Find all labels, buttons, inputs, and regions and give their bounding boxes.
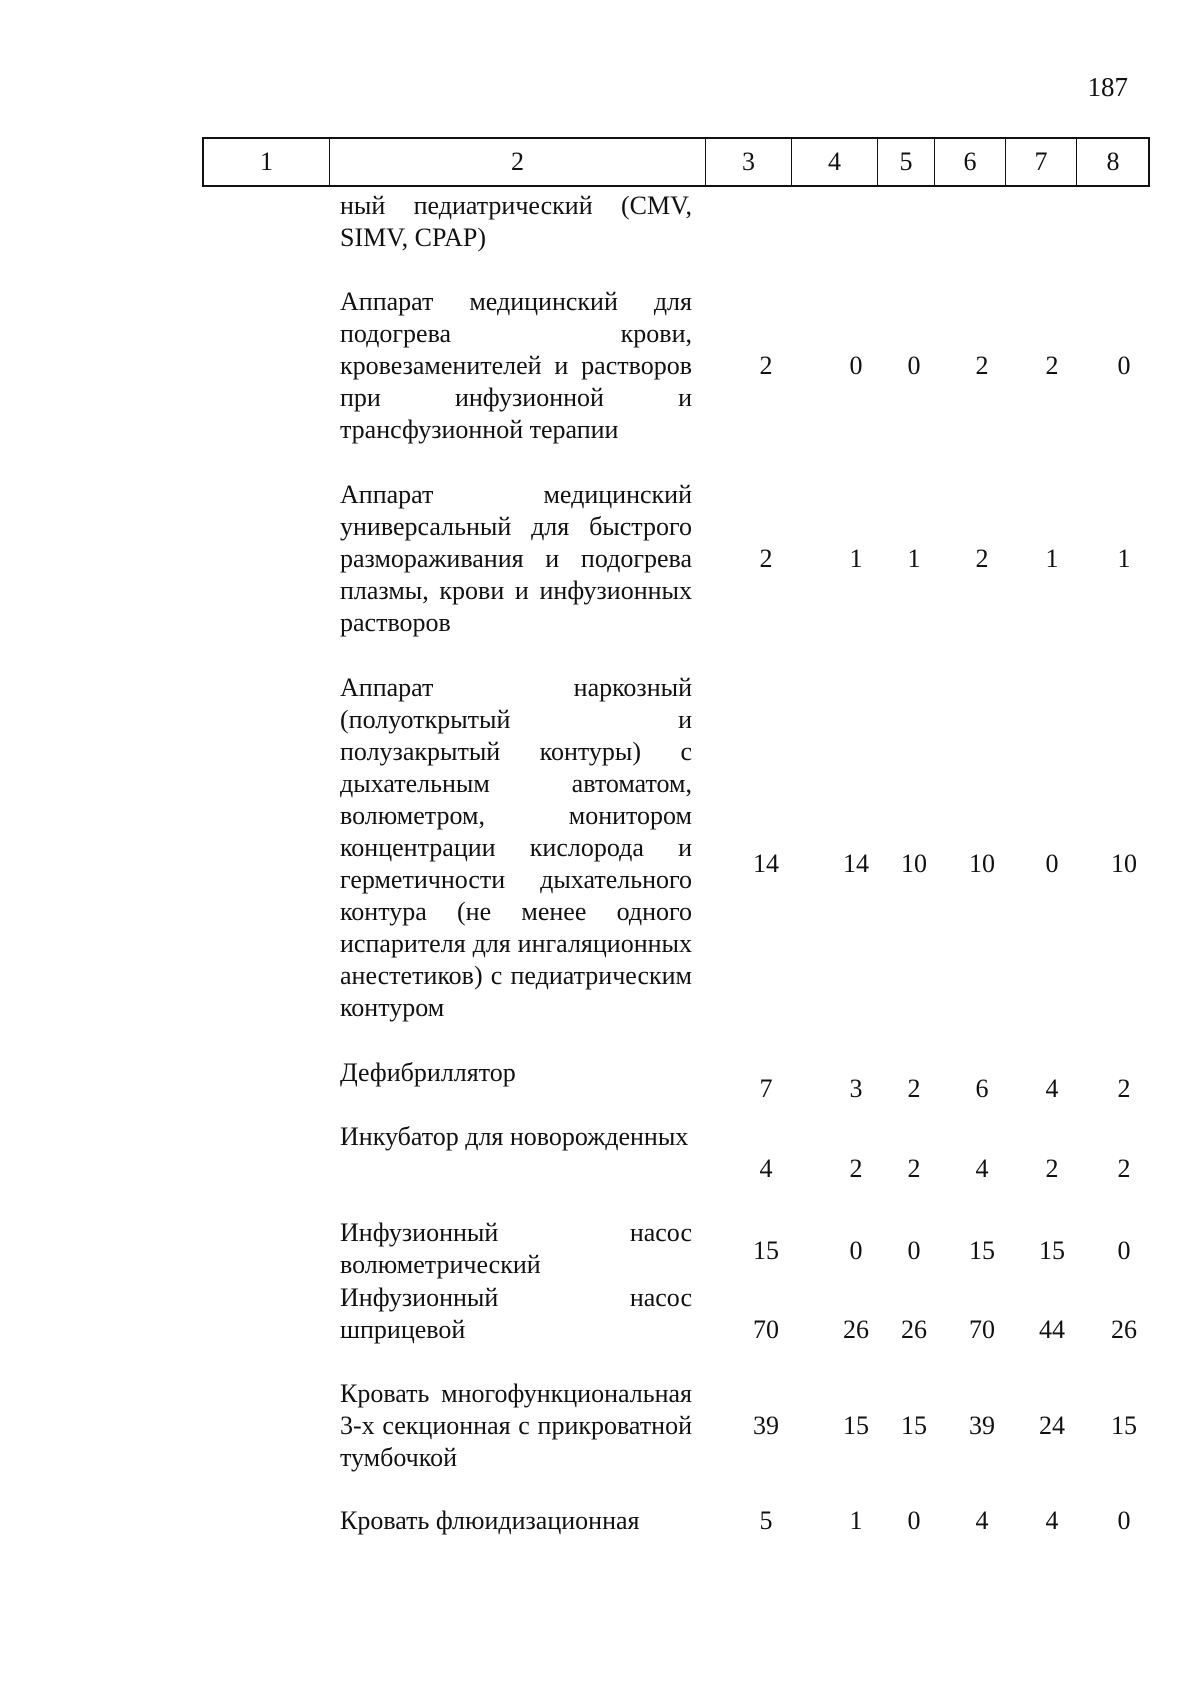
item-description: Аппарат медицинский для подогрева крови, кровезаменителей и растворов при инфузионной и трансфузионной терапии [340,287,692,444]
value-col-7: 4 [1045,1074,1059,1103]
value-col-7: 4 [1045,1506,1059,1535]
value-col-4: 0 [849,351,863,380]
item-description: Инфузионный насос волюметрический [340,1218,692,1279]
value-col-7: 24 [1039,1411,1065,1440]
value-col-4: 0 [849,1236,863,1265]
item-description: Дефибриллятор [340,1058,516,1087]
page-number: 187 [1087,72,1128,102]
value-col-5: 15 [901,1411,927,1440]
value-col-6: 4 [975,1506,989,1535]
value-col-3: 39 [753,1411,779,1440]
header-col-3: 3 [706,139,792,185]
value-col-3: 14 [753,849,779,878]
value-col-5: 0 [907,1236,921,1265]
value-col-5: 2 [907,1074,921,1103]
item-description: Кровать флюидизационная [340,1506,640,1535]
value-col-8: 2 [1117,1074,1131,1103]
header-col-2: 2 [330,139,706,185]
value-col-3: 7 [759,1074,773,1103]
value-col-4: 14 [843,849,869,878]
value-col-6: 4 [975,1154,989,1183]
item-description: Кровать многофункциональная 3-х секционная с прикроватной тумбочкой [340,1379,692,1472]
value-col-8: 1 [1117,544,1131,573]
header-col-6: 6 [935,139,1006,185]
value-col-5: 10 [901,849,927,878]
item-description: Аппарат медицинский универсальный для быстрого размораживания и подогрева плазмы, крови и инфузионных растворов [340,480,692,637]
value-col-5: 2 [907,1154,921,1183]
value-col-8: 2 [1117,1154,1131,1183]
header-col-1: 1 [204,139,330,185]
header-col-7: 7 [1006,139,1077,185]
value-col-3: 2 [759,351,773,380]
table-header-row [202,137,1150,187]
value-col-3: 15 [753,1236,779,1265]
value-col-3: 5 [759,1506,773,1535]
value-col-6: 70 [969,1315,995,1344]
header-col-4: 4 [792,139,878,185]
item-description: Инкубатор для новорожденных [340,1122,689,1151]
value-col-7: 1 [1045,544,1059,573]
value-col-7: 15 [1039,1236,1065,1265]
value-col-5: 0 [907,351,921,380]
value-col-8: 0 [1117,351,1131,380]
value-col-8: 10 [1111,849,1137,878]
value-col-5: 0 [907,1506,921,1535]
value-col-4: 3 [849,1074,863,1103]
header-col-8: 8 [1106,147,1120,176]
value-col-7: 0 [1045,849,1059,878]
value-col-6: 10 [969,849,995,878]
value-col-6: 6 [975,1074,989,1103]
value-col-3: 4 [759,1154,773,1183]
value-col-8: 26 [1111,1315,1137,1344]
value-col-6: 39 [969,1411,995,1440]
value-col-4: 1 [849,1506,863,1535]
value-col-6: 2 [975,544,989,573]
header-col-5: 5 [878,139,935,185]
value-col-5: 26 [901,1315,927,1344]
item-description: Инфузионный насос шприцевой [340,1283,692,1344]
value-col-4: 15 [843,1411,869,1440]
value-col-6: 2 [975,351,989,380]
value-col-8: 0 [1117,1506,1131,1535]
value-col-8: 0 [1117,1236,1131,1265]
item-description: Аппарат наркозный (полуоткрытый и полузакрытый контуры) с дыхательным автоматом, волюметром, монитором концентрации кислорода и герметичности дыхательного контура (не менее одного испарителя для ингаляционных анестетиков) с педиатрическим контуром [340,673,692,1022]
value-col-7: 44 [1039,1315,1065,1344]
value-col-7: 2 [1045,351,1059,380]
value-col-4: 26 [843,1315,869,1344]
value-col-8: 15 [1111,1411,1137,1440]
value-col-4: 2 [849,1154,863,1183]
value-col-3: 2 [759,544,773,573]
value-col-4: 1 [849,544,863,573]
item-description: ный педиатрический (CMV, SIMV, CPAP) [340,191,692,252]
value-col-6: 15 [969,1236,995,1265]
value-col-5: 1 [907,544,921,573]
value-col-7: 2 [1045,1154,1059,1183]
value-col-3: 70 [753,1315,779,1344]
